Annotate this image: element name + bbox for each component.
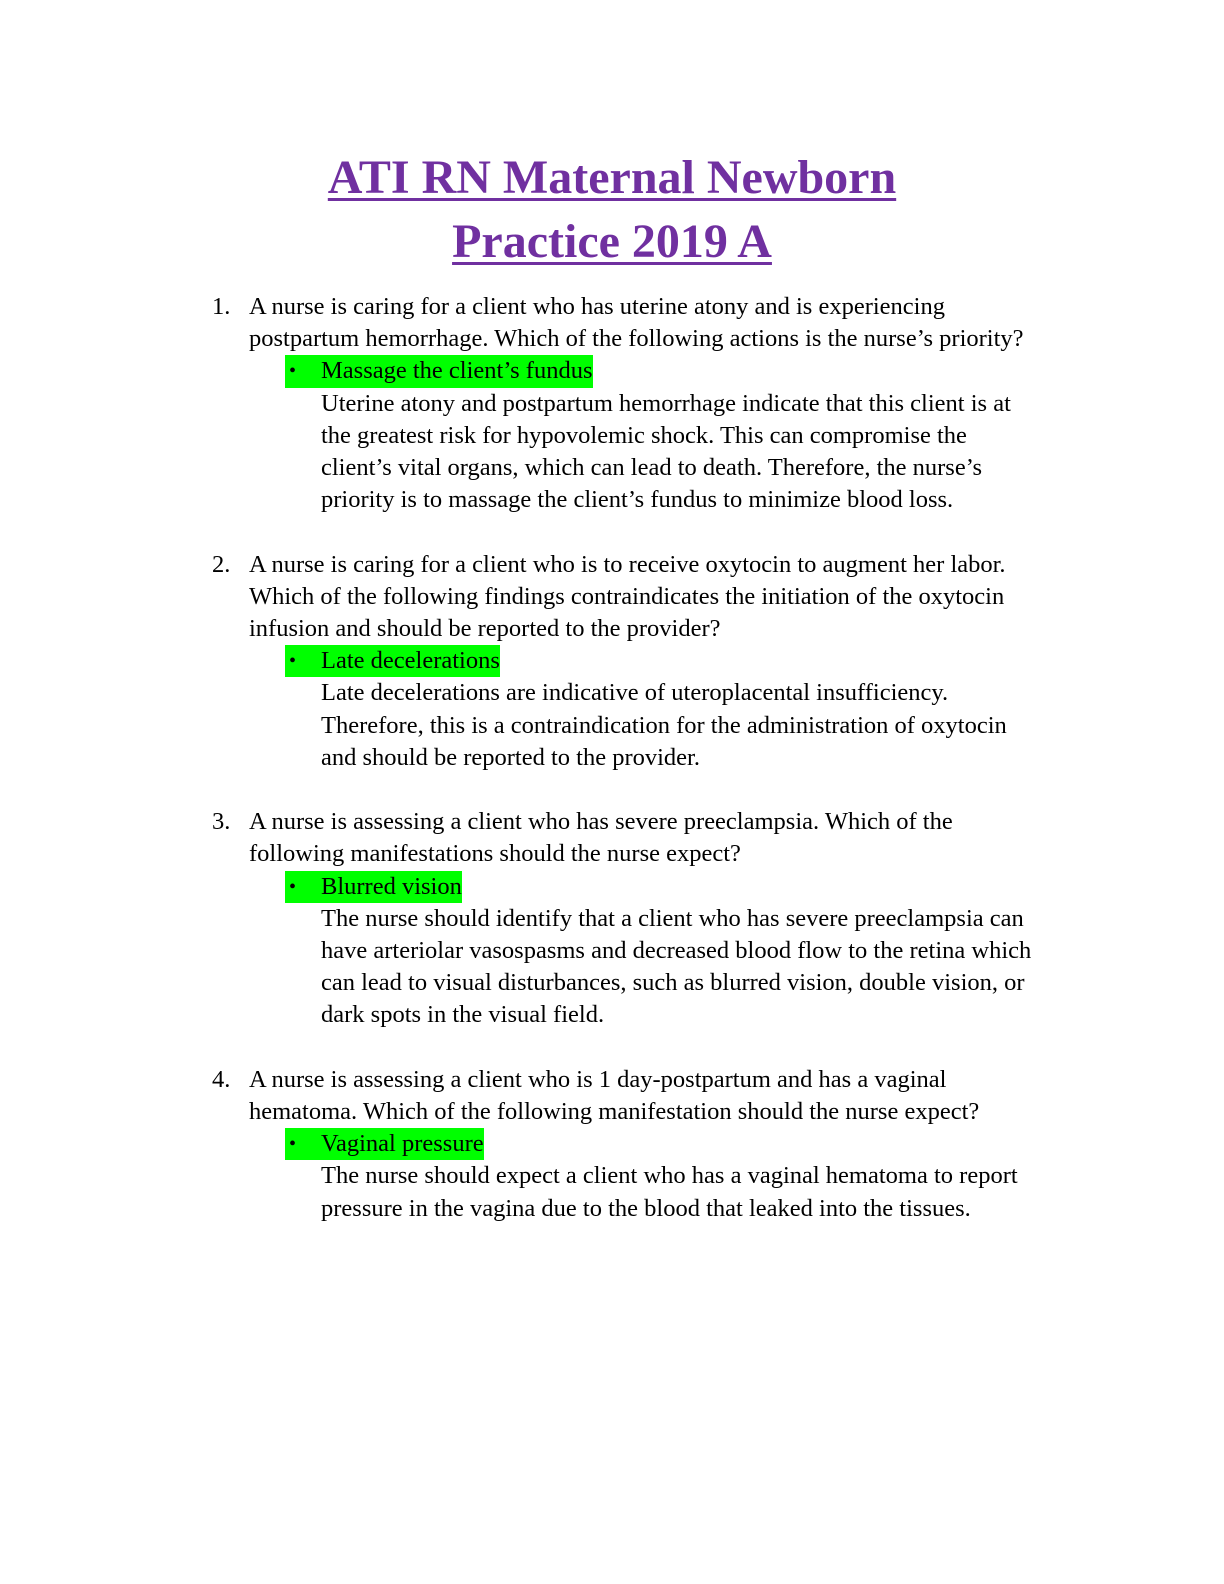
answer-block [249,1128,1039,1225]
document-title [0,146,1224,274]
answer-block [249,355,1039,516]
question-number: 2. [212,550,231,578]
answer-block [249,871,1039,1032]
rationale-text: The nurse should expect a client who has a vaginal hematoma to report pressure in the vagina due to the blood that leaked into the tissues. [321,1162,1018,1222]
question-stem: A nurse is assessing a client who is 1 day-postpartum and has a vaginal hematoma. Which of the following manifestation should the nurse expect? [249,1065,980,1126]
question-stem: A nurse is caring for a client who has uterine atony and is experiencing postpartum hemorrhage. Which of the following actions is the nurse’s priority? [249,293,1024,353]
correct-answer-highlight [285,645,500,677]
rationale-text: Late decelerations are indicative of uteroplacental insufficiency. Therefore, this is a contraindication for the administration of oxytocin and should be reported to the provider. [321,679,1007,771]
rationale-text: Uterine atony and postpartum hemorrhage indicate that this client is at the greatest risk for hypovolemic shock. This can compromise the client’s vital organs, which can lead to death. Therefore, the nurse’s priority is to massage the client’s fundus to minimize blood loss. [321,389,1011,514]
question-number: 4. [212,1065,231,1093]
question-item [0,291,1039,516]
correct-answer: Late decelerations [321,647,500,675]
correct-answer: Vaginal pressure [321,1130,484,1158]
question-item [0,806,1039,1031]
correct-answer-highlight [285,871,462,903]
correct-answer-highlight [285,355,593,387]
bullet-icon: • [289,875,297,898]
bullet-icon: • [289,1133,297,1156]
rationale-text: The nurse should identify that a client who has severe preeclampsia can have arteriolar vasospasms and decreased blood flow to the retina which can lead to visual disturbances, such as blurred vision, double vision, or dark spots in the visual field. [321,904,1032,1029]
question-item [0,1064,1039,1225]
title-line-1: ATI RN Maternal Newborn [327,151,897,204]
title-line-2: Practice 2019 A [452,215,772,268]
correct-answer: Blurred vision [321,872,462,900]
question-list [0,291,1224,1257]
question-stem: A nurse is caring for a client who is to receive oxytocin to augment her labor. Which of the following findings contraindicates the initiation of the oxytocin infusion and should be reported to the provider? [249,550,1006,643]
question-number: 1. [212,293,231,320]
question-number: 3. [212,808,231,836]
question-item [0,549,1039,774]
bullet-icon: • [289,650,297,673]
correct-answer: Massage the client’s fundus [321,357,593,385]
correct-answer-highlight [285,1128,484,1160]
answer-block [249,645,1039,774]
question-stem: A nurse is assessing a client who has severe preeclampsia. Which of the following manifestations should the nurse expect? [249,808,953,868]
bullet-icon: • [289,360,297,383]
